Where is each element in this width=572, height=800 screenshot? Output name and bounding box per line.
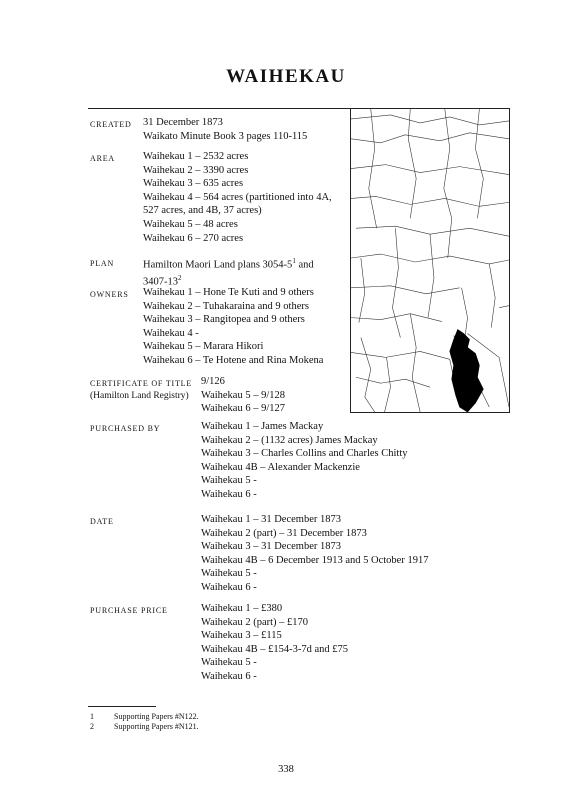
- footnotes: [90, 712, 199, 732]
- purchaser-line: Waihekau 2 – (1132 acres) James Mackay: [201, 434, 378, 446]
- plan-values: [143, 255, 314, 289]
- area-line: Waihekau 3 – 635 acres: [143, 178, 244, 190]
- owners-label: OWNERS: [90, 290, 129, 299]
- location-map: [350, 108, 510, 413]
- purchaser-line: Waihekau 1 – James Mackay: [201, 421, 324, 432]
- purchaser-line: Waihekau 6 -: [201, 488, 257, 500]
- top-rule: [88, 108, 350, 109]
- map-drawing: [351, 109, 509, 412]
- area-line: Waihekau 2 – 3390 acres: [143, 164, 249, 176]
- footnote: [90, 722, 199, 732]
- owner-line: Waihekau 6 – Te Hotene and Rina Mokena: [143, 354, 324, 366]
- owner-line: Waihekau 5 – Marara Hikori: [143, 341, 264, 353]
- purchase-price-label: PURCHASE PRICE: [90, 606, 168, 615]
- footnote: [90, 712, 199, 722]
- created-label: CREATED: [90, 120, 132, 129]
- price-line: Waihekau 1 – £380: [201, 603, 283, 614]
- price-line: Waihekau 4B – £154-3-7d and £75: [201, 643, 348, 655]
- plan-text-1: Hamilton Maori Land plans 3054-5: [143, 259, 293, 271]
- purchaser-line: Waihekau 3 – Charles Collins and Charles Chitty: [201, 448, 408, 460]
- date-line: Waihekau 1 – 31 December 1873: [201, 514, 341, 525]
- owner-line: Waihekau 1 – Hone Te Kuti and 9 others: [143, 287, 314, 298]
- date-line: Waihekau 2 (part) – 31 December 1873: [201, 527, 367, 539]
- date-line: Waihekau 3 – 31 December 1873: [201, 541, 341, 553]
- certificate-line: 9/126: [201, 376, 225, 387]
- owners-values: [143, 286, 323, 368]
- owner-line: Waihekau 3 – Rangitopea and 9 others: [143, 314, 305, 326]
- purchaser-line: Waihekau 5 -: [201, 475, 257, 487]
- area-line: Waihekau 6 – 270 acres: [143, 232, 244, 244]
- date-line: Waihekau 4B – 6 December 1913 and 5 October 1917: [201, 554, 429, 566]
- owner-line: Waihekau 2 – Tuhakaraina and 9 others: [143, 300, 309, 312]
- price-line: Waihekau 6 -: [201, 670, 257, 682]
- area-line: Waihekau 5 – 48 acres: [143, 218, 238, 230]
- date-values: [201, 513, 428, 595]
- purchased-by-values: [201, 420, 408, 502]
- page-title: WAIHEKAU: [226, 66, 346, 87]
- price-line: Waihekau 3 – £115: [201, 630, 282, 642]
- created-values: [143, 116, 307, 143]
- certificate-values: [201, 375, 285, 416]
- area-label: AREA: [90, 154, 115, 163]
- area-values: [143, 150, 332, 245]
- plan-text-1-tail: and: [295, 259, 314, 271]
- price-line: Waihekau 2 (part) – £170: [201, 616, 309, 628]
- certificate-line: Waihekau 5 – 9/128: [201, 389, 286, 401]
- page-number: 338: [278, 764, 294, 775]
- owner-line: Waihekau 4 -: [143, 327, 199, 339]
- area-line: 527 acres, and 4B, 37 acres): [143, 205, 262, 217]
- footnote-rule: [88, 706, 156, 707]
- footnote-number: 2: [90, 722, 94, 731]
- purchased-by-label: PURCHASED BY: [90, 424, 161, 433]
- plan-label: PLAN: [90, 259, 115, 268]
- purchaser-line: Waihekau 4B – Alexander Mackenzie: [201, 461, 360, 473]
- created-line: Waikato Minute Book 3 pages 110-115: [143, 130, 308, 142]
- certificate-sublabel: (Hamilton Land Registry): [90, 391, 189, 401]
- footnote-number: 1: [90, 712, 94, 721]
- created-line: 31 December 1873: [143, 117, 223, 128]
- certificate-label: CERTIFICATE OF TITLE: [90, 379, 193, 388]
- certificate-line: Waihekau 6 – 9/127: [201, 403, 286, 415]
- purchase-price-values: [201, 602, 348, 684]
- footnote-text: Supporting Papers #N121.: [114, 722, 199, 731]
- plan-line: [143, 255, 314, 272]
- price-line: Waihekau 5 -: [201, 657, 257, 669]
- date-label: DATE: [90, 517, 114, 526]
- area-line: Waihekau 4 – 564 acres (partitioned into 4A,: [143, 191, 332, 203]
- footnote-ref-1: 1: [292, 257, 296, 265]
- footnote-ref-2: 2: [178, 274, 182, 283]
- plan-text-2: 3407-13: [143, 276, 178, 288]
- area-line: Waihekau 1 – 2532 acres: [143, 151, 249, 162]
- date-line: Waihekau 5 -: [201, 568, 257, 580]
- date-line: Waihekau 6 -: [201, 581, 257, 593]
- footnote-text: Supporting Papers #N122.: [114, 712, 199, 721]
